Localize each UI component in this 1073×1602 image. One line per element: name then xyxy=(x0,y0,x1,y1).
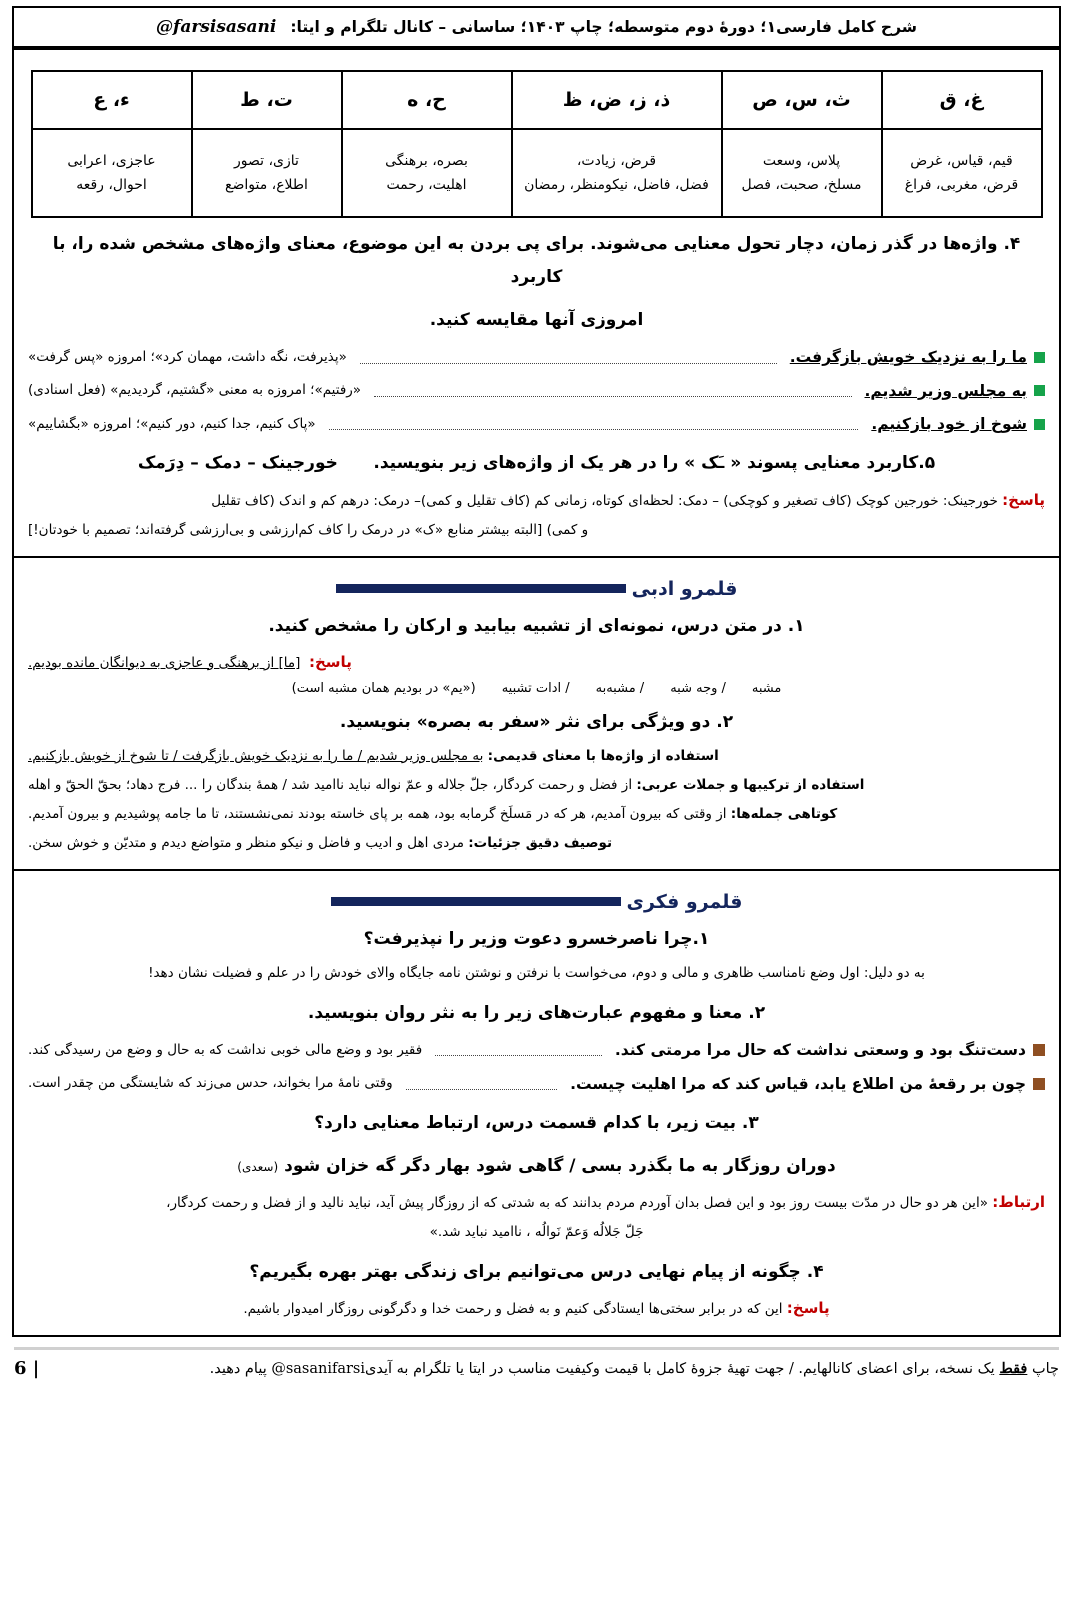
page-number: 6 | xyxy=(14,1358,40,1380)
section-banner-fekri xyxy=(28,891,1045,913)
blank-fill-line[interactable] xyxy=(329,418,859,430)
letters-words-cell xyxy=(722,129,882,217)
footer-separator xyxy=(14,1347,1059,1350)
letters-header-cell: ء، ع xyxy=(32,71,192,129)
square-bullet-icon xyxy=(1033,1078,1045,1090)
blank-fill-line[interactable] xyxy=(406,1078,557,1090)
page-header-bar xyxy=(12,6,1061,50)
tashbih-part: / وجه شبه xyxy=(670,680,726,696)
blank-fill-line[interactable] xyxy=(374,385,851,397)
letters-header-cell: ث، س، ص xyxy=(722,71,882,129)
table-header-row xyxy=(32,71,1042,129)
answer-text: این که در برابر سختی‌ها ایستادگی کنیم و به فضل و رحمت خدا و دگرگونی روزگار امیدوار باشیم. xyxy=(243,1301,783,1318)
letters-words-cell xyxy=(342,129,512,217)
feature-label: توصیف دقیق جزئیات: xyxy=(468,834,613,851)
relation-text: «این هر دو حال در مدّت بیست روز بود و این فصل بدان آوردم مردم بدانند که به شدتی که از روزگار پیش آید، نباید نالید و از فضل و رحمت کردگار، xyxy=(166,1195,988,1212)
feature-text: مردی اهل و ادیب و فاضل و نیکو منظر و متواضع دیدم و متدیّن و خوش سخن. xyxy=(28,834,464,851)
fekri-exercise-item xyxy=(28,1071,1045,1097)
section-zabani xyxy=(14,50,1059,558)
exercise-prompt: شوخ از خود بازکنیم. xyxy=(871,415,1027,434)
word-line: احوال، رقعه xyxy=(76,177,147,193)
question-5-answer-line2: و کمی) [البته بیشتر منابع «ک» در درمک را کاف کم‌ارزشی و بی‌ارزشی گرفته‌اند؛ تصمیم با خودتان!] xyxy=(28,521,589,538)
footer-text-d: پیام دهید. xyxy=(209,1361,267,1378)
section-banner-adabi xyxy=(28,578,1045,600)
exercise-answer: فقیر بود و وضع مالی خوبی نداشت که به حال و وضع من رسیدگی کند. xyxy=(28,1041,423,1058)
feature-label: کوتاهی جمله‌ها: xyxy=(730,805,838,822)
fekri-exercise-item xyxy=(28,1037,1045,1063)
exercise-answer: «رفتیم»؛ امروزه به معنی «گشتیم، گردیدیم» (فعل اسنادی) xyxy=(28,382,362,399)
exercise-item xyxy=(28,411,1045,437)
fekri-question-3-answer-line2: جَلّ جَلالُه وَعمّ نَوالُه ، ناامید نباید شد.» xyxy=(429,1224,644,1241)
word-line: اهلیت، رحمت xyxy=(386,177,467,193)
section-banner-label: قلمرو ادبی xyxy=(631,577,738,600)
footer-handle: @sasanifarsi xyxy=(271,1361,366,1378)
adabi-feature-row xyxy=(28,801,1045,828)
exercise-prompt: دست‌تنگ بود و وسعتی نداشت که حال مرا مرمتی کند. xyxy=(614,1041,1026,1060)
blank-fill-line[interactable] xyxy=(360,352,777,364)
verse-text: دوران روزگار به ما بگذرد بسی / گاهی شود بهار دگر گه خزان شود xyxy=(284,1155,836,1176)
tashbih-part: / ادات تشبیه xyxy=(501,680,570,696)
word-line: تازی، تصور xyxy=(234,152,299,169)
letters-header-cell: غ، ق xyxy=(882,71,1042,129)
question-5-heading xyxy=(28,447,1045,480)
footer-text-a: چاپ xyxy=(1031,1361,1059,1378)
square-bullet-icon xyxy=(1034,352,1045,363)
feature-text: به مجلس وزیر شدیم / ما را به نزدیک خویش بازگرفت / تا شوخ از خویش بازکنیم. xyxy=(28,747,484,764)
relation-label: ارتباط: xyxy=(992,1193,1045,1212)
question-5-words: خورجینک – دمک – دِرَمک xyxy=(137,453,338,474)
answer-text: [ما] از برهنگی و عاجزی به دیوانگان مانده بودیم. xyxy=(28,654,301,671)
feature-text: از فضل و رحمت کردگار، جلّ جلاله و عمّ نواله نباید ناامید شد / همهٔ بندگان را ... فرج دهاد؛ بحقّ الحقّ و اهله xyxy=(28,776,633,793)
answer-label: پاسخ: xyxy=(786,1299,830,1318)
section-fekri xyxy=(14,871,1059,1335)
answer-label: پاسخ: xyxy=(309,652,352,671)
answer-label: پاسخ: xyxy=(1002,490,1045,509)
adabi-feature-row xyxy=(28,743,1045,770)
page-footer xyxy=(14,1358,1059,1379)
fekri-question-3-heading: ۳. بیت زیر، با کدام قسمت درس، ارتباط معنایی دارد؟ xyxy=(314,1112,759,1133)
exercise-answer: وقتی نامهٔ مرا بخواند، حدس می‌زند که شایستگی من چقدر است. xyxy=(28,1075,393,1092)
section-banner-label: قلمرو فکری xyxy=(626,890,743,913)
page-header-handle: @farsisasani xyxy=(156,17,277,37)
question-4-heading-line1: ۴. واژه‌ها در گذر زمان، دچار تحول معنایی می‌شوند. برای پی بردن به این موضوع، معنای واژه‌های مشخص شده را، با کاربرد xyxy=(52,234,1021,288)
fekri-question-1-answer: به دو دلیل: اول وضع نامناسب ظاهری و مالی و دوم، می‌خواست با نرفتن و نوشتن نامه جایگاه والای خودش را در علم و فضیلت نشان دهد! xyxy=(148,965,925,982)
word-line: قرض، زیادت، xyxy=(576,152,657,169)
letters-words-cell xyxy=(512,129,722,217)
verse-poet: (سعدی) xyxy=(237,1159,279,1174)
table-row xyxy=(32,129,1042,217)
letters-header-cell: ت، ط xyxy=(192,71,342,129)
exercise-prompt: به مجلس وزیر شدیم. xyxy=(864,381,1027,400)
square-bullet-icon xyxy=(1034,419,1045,430)
fekri-question-4-heading: ۴. چگونه از پیام نهایی درس می‌توانیم برای زندگی بهتر بهره بگیریم؟ xyxy=(249,1262,824,1283)
letters-words-cell xyxy=(882,129,1042,217)
adabi-feature-row xyxy=(28,772,1045,799)
word-line: قرض، مغربی، فراغ xyxy=(904,177,1019,193)
tashbih-part: / مشبه‌به xyxy=(595,680,645,696)
adabi-question-1-answer xyxy=(28,647,1045,677)
letters-table xyxy=(31,70,1043,218)
letters-header-cell: ذ، ز، ض، ظ xyxy=(512,71,722,129)
footer-text-c: یک نسخه، برای اعضای کانالهایم. / جهت تهیهٔ جزوهٔ کامل با قیمت وکیفیت مناسب در ایتا یا تلگرام به آیدی xyxy=(365,1361,995,1378)
fekri-question-3-answer-line1 xyxy=(28,1187,1045,1217)
question-5-text: ۵.کاربرد معنایی پسوند « ـَک » را در هر یک از واژه‌های زیر بنویسید. xyxy=(373,453,936,474)
feature-label: استفاده از واژه‌ها با معنای قدیمی: xyxy=(487,747,719,764)
exercise-item xyxy=(28,344,1045,370)
exercise-answer: «پاک کنیم، جدا کنیم، دور کنیم»؛ امروزه «بگشاییم» xyxy=(28,415,316,432)
exercise-prompt: ما را به نزدیک خویش بازگرفت. xyxy=(789,348,1027,367)
section-adabi xyxy=(14,558,1059,871)
word-line: قیم، قیاس، غرض xyxy=(910,152,1013,169)
exercise-prompt: چون بر رقعهٔ من اطلاع یابد، قیاس کند که مرا اهلیت چیست. xyxy=(570,1074,1026,1093)
letters-words-cell xyxy=(192,129,342,217)
word-line: پلاس، وسعت xyxy=(762,152,841,169)
question-5-answer-line1 xyxy=(28,485,1045,515)
tashbih-part: («یم» در بودیم همان مشبه است) xyxy=(291,680,476,696)
feature-text: از وقتی که بیرون آمدیم، هر که در مَسلَخ گرمابه بود، همه بر پای خاسته بودند نمی‌نشستند، تا ما جامه پوشیدیم و بیرون آمدیم. xyxy=(28,805,727,822)
letters-header-cell: ح، ه xyxy=(342,71,512,129)
fekri-question-4-answer xyxy=(28,1293,1045,1323)
document-frame xyxy=(12,50,1061,1337)
blank-fill-line[interactable] xyxy=(435,1044,602,1056)
feature-label: استفاده از ترکیبها و جملات عربی: xyxy=(636,776,865,793)
footer-text-emphasis: فقط xyxy=(999,1360,1028,1378)
banner-rule-decoration xyxy=(331,897,621,906)
word-line: مسلخ، صحبت، فصل xyxy=(741,177,862,193)
exercise-item xyxy=(28,378,1045,404)
footer-note xyxy=(49,1360,1059,1377)
square-bullet-icon xyxy=(1033,1044,1045,1056)
word-line: بصره، برهنگی xyxy=(385,152,468,169)
letters-words-cell xyxy=(32,129,192,217)
banner-rule-decoration xyxy=(336,584,626,593)
answer-text: خورجینک: خورجین کوچک (کاف تصغیر و کوچکی) – دمک: لحظه‌ای کوتاه، زمانی کم (کاف تقلیل و کمی)– درمک: درهم کم و اندک (کاف تقلیل xyxy=(211,492,998,509)
fekri-question-3-verse xyxy=(28,1150,1045,1183)
tashbih-part: مشبه xyxy=(751,680,782,696)
adabi-question-1-heading: ۱. در متن درس، نمونه‌ای از تشبیه بیابید و ارکان را مشخص کنید. xyxy=(268,615,805,636)
fekri-question-1-heading: ۱.چرا ناصرخسرو دعوت وزیر را نپذیرفت؟ xyxy=(363,928,710,949)
word-line: عاجزی، اعرابی xyxy=(67,152,156,169)
question-4-heading-line2: امروزی آنها مقایسه کنید. xyxy=(429,310,644,331)
adabi-question-2-heading: ۲. دو ویژگی برای نثر «سفر به بصره» بنویسید. xyxy=(339,711,734,732)
word-line: اطلاع، متواضع xyxy=(225,177,308,193)
tashbih-parts-row xyxy=(28,681,1045,696)
page-header-title: شرح کامل فارسی۱؛ دورهٔ دوم متوسطه؛ چاپ ۱۴۰۳؛ ساسانی – کانال تلگرام و ایتا: xyxy=(290,18,917,36)
word-line: فضل، فاضل، نیکومنظر، رمضان xyxy=(524,177,709,193)
fekri-question-2-heading: ۲. معنا و مفهوم عبارت‌های زیر را به نثر روان بنویسید. xyxy=(307,1003,766,1024)
square-bullet-icon xyxy=(1034,385,1045,396)
worksheet-page xyxy=(0,6,1073,1602)
adabi-feature-row xyxy=(28,830,1045,857)
exercise-answer: «پذیرفت، نگه داشت، مهمان کرد»؛ امروزه «پس گرفت» xyxy=(28,349,347,366)
